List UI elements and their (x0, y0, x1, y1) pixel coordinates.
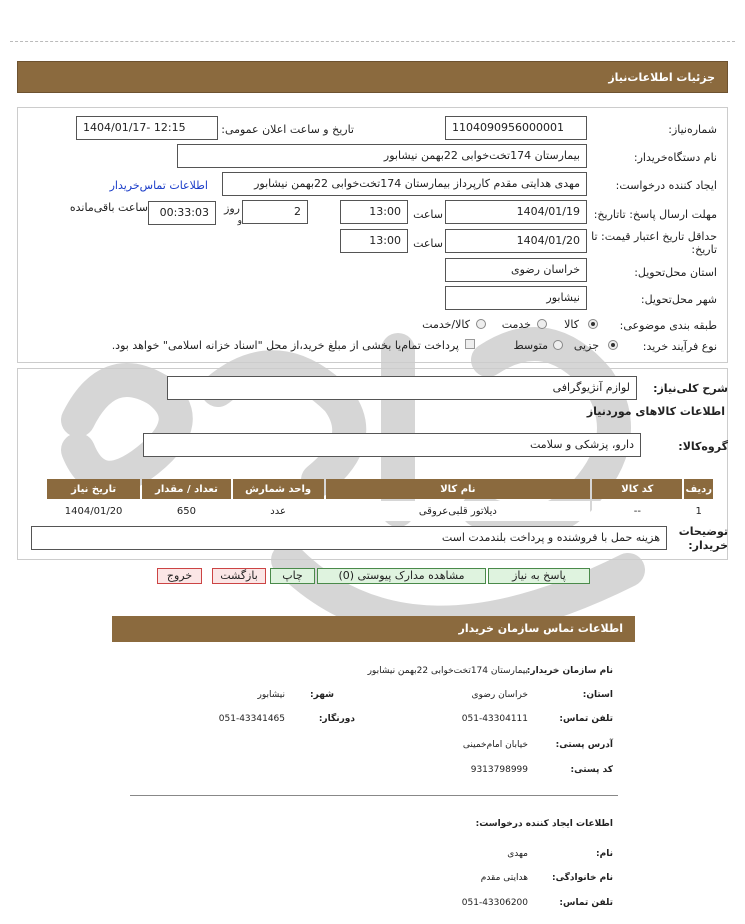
back-button[interactable]: بازگشت (212, 568, 266, 584)
city-field: نیشابور (445, 286, 587, 310)
requester-field: مهدی هدایتی مقدم کارپرداز بیمارستان 174تخت‌خوابی 22بهمن نیشابور (222, 172, 587, 196)
print-button[interactable]: چاپ (270, 568, 315, 584)
contact-city-label: شهر: (310, 690, 334, 700)
city-label: شهر محل‌تحویل: (640, 293, 717, 306)
details-header (17, 61, 728, 93)
creator-name-label: نام: (596, 849, 613, 859)
col-name: نام کالا (326, 479, 591, 499)
buyer-org-field: بیمارستان 174تخت‌خوابی 22بهمن نیشابور (177, 144, 587, 168)
process-option-medium: متوسط (513, 339, 548, 352)
category-radio-both[interactable] (476, 319, 486, 329)
cell-row: 1 (684, 501, 713, 521)
cell-unit: عدد (233, 501, 324, 521)
contact-city-value: نیشابور (257, 690, 285, 700)
cell-code: -- (592, 501, 682, 521)
price-valid-date-field: 1404/01/20 (445, 229, 587, 253)
contact-province-value: خراسان رضوی (471, 690, 528, 700)
payment-note: پرداخت تمام‌یا بخشی از مبلغ خرید،از محل "اسناد خزانه اسلامی" خواهد بود. (111, 339, 459, 352)
announce-label: تاریخ و ساعت اعلان عمومی: (221, 123, 354, 136)
goods-info-heading: اطلاعات کالاهای موردنیاز (586, 405, 725, 418)
goods-group-field: دارو، پزشکی و سلامت (143, 433, 641, 457)
summary-title-field: لوازم آنژیوگرافی (167, 376, 637, 400)
reply-time-label: ساعت (413, 208, 443, 221)
details-header-title: جزئیات اطلاعات‌نیاز (608, 71, 715, 84)
contact-address-value: خیابان امام‌خمینی (462, 740, 528, 750)
contact-fax-value: 051-43341465 (218, 714, 285, 724)
org-label: نام سازمان خریدار: (526, 666, 613, 676)
creator-phone-label: تلفن تماس: (559, 898, 613, 908)
creator-family-value: هدایتی مقدم (480, 873, 528, 883)
exit-button[interactable]: خروج (157, 568, 202, 584)
col-date: تاریخ نیاز (47, 479, 140, 499)
creator-family-label: نام خانوادگی: (551, 873, 613, 883)
price-valid-time-label: ساعت (413, 237, 443, 250)
notes-field: هزینه حمل با فروشنده و پرداخت بلندمدت است (31, 526, 667, 550)
category-option-service: خدمت (501, 318, 531, 331)
buyer-org-label: نام دستگاه‌خریدار: (633, 151, 717, 164)
process-option-minor: جزیی (573, 339, 599, 352)
province-field: خراسان رضوی (445, 258, 587, 282)
org-value: بیمارستان 174تخت‌خوابی 22بهمن نیشابور (367, 666, 528, 676)
remaining-label: ساعت باقی‌مانده (69, 201, 148, 214)
reply-deadline-label: مهلت ارسال پاسخ: تاتاریخ: (593, 208, 717, 221)
goods-group-label: گروه‌کالا: (678, 440, 728, 453)
price-valid-time-field: 13:00 (340, 229, 408, 253)
cell-name: دیلاتور قلبی‌عروقی (326, 501, 591, 521)
notes-label: توضیحات خریدار: (678, 525, 728, 552)
days-label: روز (224, 202, 240, 215)
process-radio-minor[interactable] (608, 340, 618, 350)
contact-fax-label: دورنگار: (318, 714, 355, 724)
contact-header-title: اطلاعات تماس سازمان خریدار (458, 622, 623, 635)
category-option-goods: کالا (564, 318, 579, 331)
and-label: و (237, 216, 242, 226)
category-label: طبقه بندی موضوعی: (619, 319, 717, 332)
buyer-contact-link[interactable]: اطلاعات تماس‌خریدار (109, 179, 208, 192)
contact-phone-label: تلفن تماس: (559, 714, 613, 724)
days-field: 2 (242, 200, 308, 224)
cell-date: 1404/01/20 (47, 501, 140, 521)
creator-heading: اطلاعات ایجاد کننده درخواست: (475, 819, 613, 829)
contact-divider (130, 795, 618, 796)
col-code: کد کالا (592, 479, 682, 499)
contact-postal-label: کد پستی: (570, 765, 613, 775)
contact-address-label: آدرس پستی: (555, 740, 613, 750)
process-label: نوع فرآیند خرید: (642, 340, 717, 353)
category-radio-service[interactable] (537, 319, 547, 329)
contact-postal-value: 9313798999 (470, 765, 528, 775)
col-unit: واحد شمارش (233, 479, 324, 499)
need-number-label: شماره‌نیاز: (668, 123, 717, 136)
reply-date-field: 1404/01/19 (445, 200, 587, 224)
category-option-both: کالا/خدمت (422, 318, 470, 331)
creator-name-value: مهدی (507, 849, 528, 859)
attachments-button[interactable]: مشاهده مدارک پیوستی (0) (317, 568, 486, 584)
province-label: استان محل‌تحویل: (634, 266, 717, 279)
remaining-time-field: 00:33:03 (148, 201, 216, 225)
cell-qty: 650 (142, 501, 231, 521)
treasury-checkbox[interactable] (465, 339, 475, 349)
creator-phone-value: 051-43306200 (461, 898, 528, 908)
items-table (45, 477, 715, 523)
requester-label: ایجاد کننده درخواست: (615, 179, 717, 192)
col-row: ردیف (684, 479, 713, 499)
summary-title-label: شرح کلی‌نیاز: (653, 382, 728, 395)
reply-button[interactable]: پاسخ به نیاز (488, 568, 590, 584)
announce-field: 1404/01/17- 12:15 (76, 116, 218, 140)
items-table-header (47, 479, 713, 499)
table-row (47, 501, 713, 521)
col-qty: تعداد / مقدار (142, 479, 231, 499)
reply-time-field: 13:00 (340, 200, 408, 224)
contact-header (112, 616, 635, 642)
category-radio-goods[interactable] (588, 319, 598, 329)
need-number-field: 1104090956000001 (445, 116, 587, 140)
price-valid-label: حداقل تاریخ اعتبار قیمت: تا تاریخ: (591, 230, 717, 256)
process-radio-medium[interactable] (553, 340, 563, 350)
contact-phone-value: 051-43304111 (461, 714, 528, 724)
top-dashed-divider (10, 41, 735, 42)
contact-province-label: استان: (582, 690, 613, 700)
